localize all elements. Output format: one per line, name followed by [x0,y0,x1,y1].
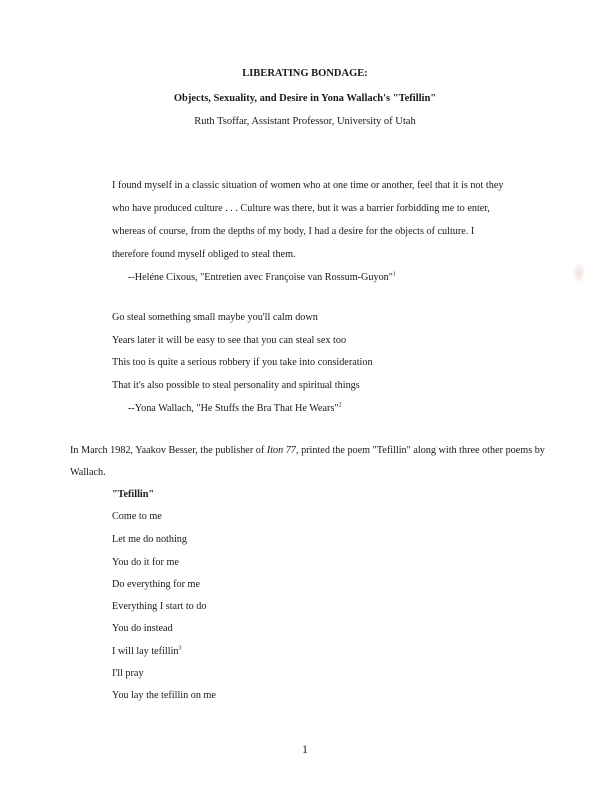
attribution-text: --Heléne Cixous, "Entretien avec Françoise van Rossum-Guyon" [128,272,393,283]
epigraph1-line: whereas of course, from the depths of my body, I had a desire for the objects of culture. I [112,226,475,237]
journal-name: Iton 77, [266,445,299,456]
page-number: 1 [302,742,308,756]
epigraph2-line: This too is quite a serious robbery if you take into consideration [112,357,373,368]
poem-line: You do it for me [112,557,179,568]
epigraph1-line: therefore found myself obliged to steal them. [112,249,296,260]
footnote-ref-3: 3 [178,645,182,652]
intro-text-before: In March 1982, Yaakov Besser, the publisher of [70,445,267,456]
author-line: Ruth Tsoffar, Assistant Professor, University of Utah [194,116,416,127]
epigraph1-line: I found myself in a classic situation of women who at one time or another, feel that it is not they [112,180,504,191]
poem-line: Do everything for me [112,579,200,590]
epigraph2-line: Years later it will be easy to see that you can steal sex too [112,335,347,346]
epigraph2-line: Go steal something small maybe you'll calm down [112,312,318,323]
paper-smudge [572,262,586,284]
epigraph2-line: That it's also possible to steal personality and spiritual things [112,380,360,391]
intro-text-after: printed the poem "Tefillin" along with three other poems by [298,445,545,456]
footnote-ref-1: 1 [392,271,396,278]
footnote-ref-2: 2 [338,402,342,409]
poem-line: Everything I start to do [112,601,207,612]
poem-line: You lay the tefillin on me [112,690,216,701]
epigraph1-attribution [128,272,396,283]
poem-line: I'll pray [112,668,144,679]
poem-line-text: I will lay tefillin [112,646,179,657]
poem-line: You do instead [112,623,173,634]
intro-paragraph-line2: Wallach. [70,467,106,478]
poem-line: Come to me [112,511,162,522]
paper-subtitle: Objects, Sexuality, and Desire in Yona Wallach's "Tefillin" [173,93,437,104]
intro-paragraph-line1 [70,445,545,456]
poem-title: "Tefillin" [112,489,155,500]
poem-line-tefillin [112,646,182,657]
paper-title: LIBERATING BONDAGE: [242,68,368,79]
attribution-text: --Yona Wallach, "He Stuffs the Bra That He Wears" [128,403,339,414]
epigraph1-line: who have produced culture . . . Culture was there, but it was a barrier forbidding me to enter, [112,203,490,214]
epigraph2-attribution [128,403,342,414]
poem-line: Let me do nothing [112,534,187,545]
